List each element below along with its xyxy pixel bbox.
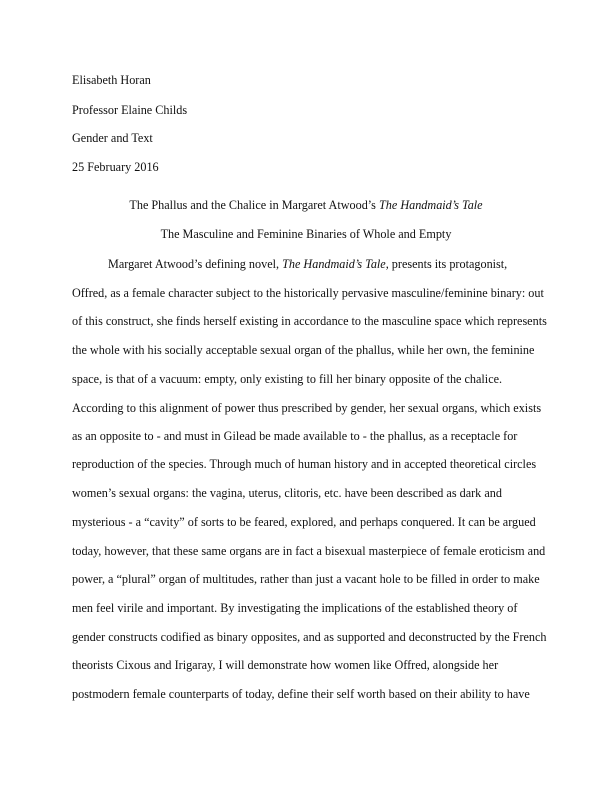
body-line: Offred, as a female character subject to the historically pervasive masculine/feminine binary: out bbox=[72, 286, 544, 300]
submission-date: 25 February 2016 bbox=[72, 160, 159, 174]
professor-name: Professor Elaine Childs bbox=[72, 103, 188, 117]
essay-subtitle: The Masculine and Feminine Binaries of Whole and Empty bbox=[160, 227, 452, 241]
body-line: space, is that of a vacuum: empty, only existing to fill her binary opposite of the chalice. bbox=[72, 372, 503, 386]
first-line-start: Margaret Atwood’s defining novel, bbox=[108, 257, 283, 271]
body-line: today, however, that these same organs are in fact a bisexual masterpiece of female eroticism and bbox=[72, 544, 546, 558]
body-line: gender constructs codified as binary opposites, and as supported and deconstructed by the French bbox=[72, 630, 547, 644]
body-line: women’s sexual organs: the vagina, uterus, clitoris, etc. have been described as dark and bbox=[72, 486, 502, 500]
first-line-end: presents its protagonist, bbox=[388, 257, 508, 271]
body-line: men feel virile and important. By investigating the implications of the established theory of bbox=[72, 601, 518, 615]
essay-title-text: The Phallus and the Chalice in Margaret Atwood’s bbox=[129, 198, 379, 212]
essay-title-book: The Handmaid’s Tale bbox=[378, 198, 483, 212]
body-line: of this construct, she finds herself existing in accordance to the masculine space which represents bbox=[72, 314, 547, 328]
paragraph-first-line bbox=[108, 256, 507, 272]
body-line: mysterious - a “cavity” of sorts to be feared, explored, and perhaps conquered. It can be argued bbox=[72, 515, 536, 529]
essay-title bbox=[0, 197, 612, 213]
author-name: Elisabeth Horan bbox=[72, 73, 151, 87]
body-line: According to this alignment of power thus prescribed by gender, her sexual organs, which exists bbox=[72, 401, 542, 415]
body-line: postmodern female counterparts of today, define their self worth based on their ability to have bbox=[72, 687, 530, 701]
first-line-book-title: The Handmaid’s Tale, bbox=[282, 257, 389, 271]
body-line: reproduction of the species. Through much of human history and in accepted theoretical circles bbox=[72, 457, 537, 471]
body-line: the whole with his socially acceptable sexual organ of the phallus, while her own, the feminine bbox=[72, 343, 535, 357]
course-name: Gender and Text bbox=[72, 131, 153, 145]
body-line: as an opposite to - and must in Gilead be made available to - the phallus, as a receptacle for bbox=[72, 429, 518, 443]
body-line: theorists Cixous and Irigaray, I will demonstrate how women like Offred, alongside her bbox=[72, 658, 499, 672]
body-line: power, a “plural” organ of multitudes, rather than just a vacant hole to be filled in order to make bbox=[72, 572, 540, 586]
